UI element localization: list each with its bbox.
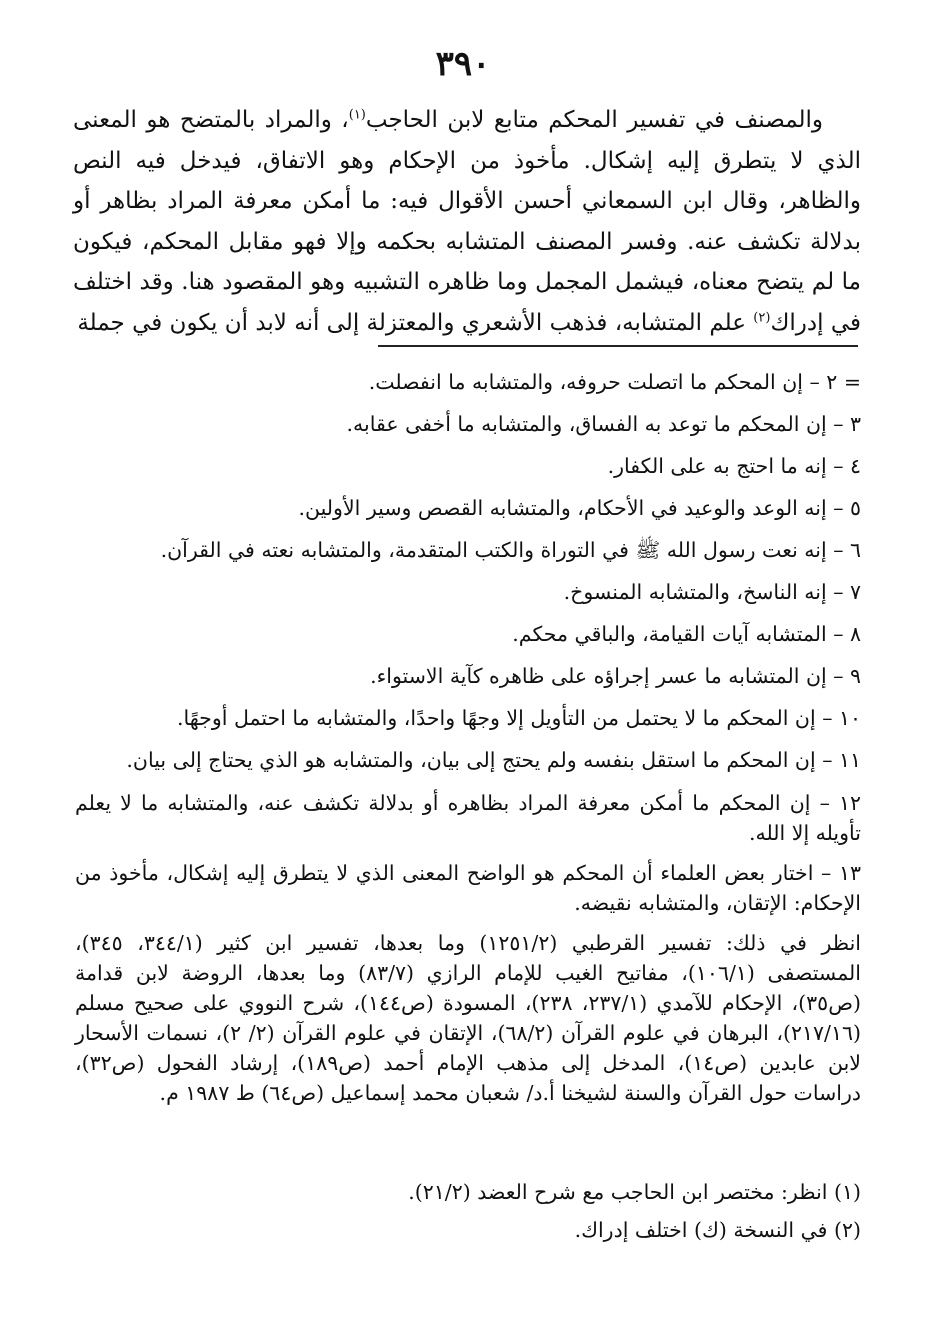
main-text-part-2: ، والمراد بالمتضح هو المعنى الذي لا يتطرق إليه إشكال. مأخوذ من الإحكام وهو الاتفاق، فيدخل فيه النص والظاهر، وقال ابن السمعاني أحسن الأقوال فيه: ما أمكن معرفة المراد بظاهر أو بدلالة تكشف عنه. وفسر المصنف المتشابه بحكمه وإلا فهو مقابل المحكم، فيكون ما لم يتضح معناه، فيشمل المجمل وما ظاهره التشبيه وهو المقصود هنا. وقد اختلف في إدراك [73,107,861,336]
note-item-5: ٥ – إنه الوعد والوعيد في الأحكام، والمتشابه القصص وسير الأولين. [298,496,861,520]
page-number: ٣٩٠ [435,44,491,84]
main-paragraph [73,100,861,343]
note-item-8: ٨ – المتشابه آيات القيامة، والباقي محكم. [512,622,861,646]
note-item-7: ٧ – إنه الناسخ، والمتشابه المنسوخ. [563,580,861,604]
note-item-3: ٣ – إن المحكم ما توعد به الفساق، والمتشابه ما أخفى عقابه. [346,412,861,436]
main-text [73,100,861,343]
footnote-2: (٢) في النسخة (ك) اختلف إدراك. [574,1218,861,1242]
note-item-6: ٦ – إنه نعت رسول الله ﷺ في التوراة والكتب المتقدمة، والمتشابه نعته في القرآن. [160,538,861,562]
main-text-part-3: علم المتشابه، فذهب الأشعري والمعتزلة إلى أنه لابد أن يكون في جملة [77,309,754,336]
note-item-2: = ٢ – إن المحكم ما اتصلت حروفه، والمتشابه ما انفصلت. [368,370,861,394]
main-text-part-1: والمصنف في تفسير المحكم متابع لابن الحاجب [365,107,823,133]
footnote-separator [378,345,858,347]
note-item-9: ٩ – إن المتشابه ما عسر إجراؤه على ظاهره كآية الاستواء. [370,664,861,688]
note-sources: انظر في ذلك: تفسير القرطبي (١٢٥١/٢) وما بعدها، تفسير ابن كثير (٣٤٤/١، ٣٤٥)، المستصفى (١٠٦/١)، مفاتيح الغيب للإمام الرازي (٨٣/٧) وما بعدها، الروضة لابن قدامة (ص٣٥)، الإحكام للآمدي (٢٣٧/١، ٢٣٨)، المسودة (ص١٤٤)، شرح النووي على صحيح مسلم (٢١٧/١٦)، البرهان في علوم القرآن (٦٨/٢)، الإتقان في علوم القرآن (٢/ ٢)، نسمات الأسحار لابن عابدين (ص١٤)، المدخل إلى مذهب الإمام أحمد (ص١٨٩)، إرشاد الفحول (ص٣٢)، دراسات حول القرآن والسنة لشيخنا أ.د/ شعبان محمد إسماعيل (ص٦٤) ط ١٩٨٧ م. [75,931,862,1105]
note-item-4: ٤ – إنه ما احتج به على الكفار. [607,454,861,478]
note-item-12: ١٢ – إن المحكم ما أمكن معرفة المراد بظاهره أو بدلالة تكشف عنه، والمتشابه ما لا يعلم تأويله إلا الله. [75,791,861,845]
footnote-ref-1: (١) [348,107,366,123]
continued-footnote [75,368,861,1108]
note-item-11: ١١ – إن المحكم ما استقل بنفسه ولم يحتج إلى بيان، والمتشابه هو الذي يحتاج إلى بيان. [126,748,861,772]
note-item-10: ١٠ – إن المحكم ما لا يحتمل من التأويل إلا وجهًا واحدًا، والمتشابه ما احتمل أوجهًا. [176,706,861,730]
note-item-13: ١٣ – اختار بعض العلماء أن المحكم هو الواضح المعنى الذي لا يتطرق إليه إشكال، مأخوذ من الإحكام: الإتقان، والمتشابه نقيضه. [75,861,861,915]
footnote-1: (١) انظر: مختصر ابن الحاجب مع شرح العضد (٢١/٢). [408,1180,861,1204]
footnote-ref-2: (٢) [753,309,771,325]
